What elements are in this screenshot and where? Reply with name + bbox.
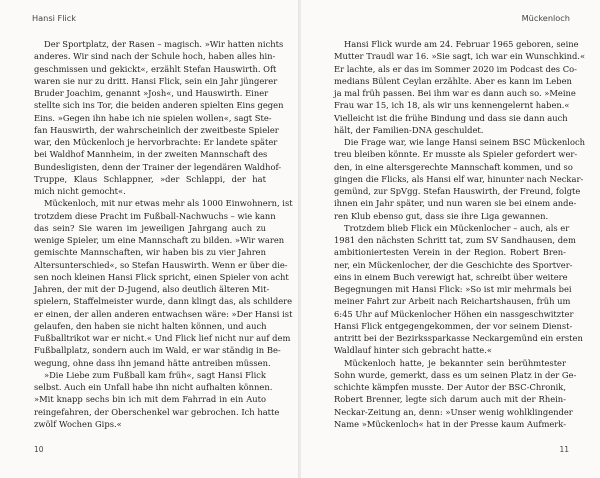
text-line: mich nicht gemocht«.	[34, 186, 126, 196]
text-line: sen noch kleinen Hansi Flick spricht, einen Spieler von acht	[34, 271, 289, 282]
text-line: trotzdem diese Pracht im Fußball-Nachwuchs – wie kann	[34, 210, 276, 221]
text-line: geschmissen und gekickt«, erzählt Stefan Hauswirth. Oft	[34, 63, 277, 74]
text-line: bei Waldhof Mannheim, in der zweiten Mannschaft des	[34, 149, 268, 160]
paragraph	[34, 38, 284, 197]
text-line: Fußballplatz, sondern auch im Wald, er war ständig in Be-	[34, 345, 281, 356]
text-line: wenige Spieler, um eine Mannschaft zu bilden. »Wir waren	[34, 235, 285, 245]
text-line: Truppe, Klaus Schlappner, »der Schlappi, der hat	[34, 173, 266, 184]
text-line: ambitioniertesten Verein in der Region. Robert Bren-	[334, 247, 566, 258]
text-line: schichte kämpfen musste. Der Autor der BSC-Chronik,	[334, 382, 566, 392]
text-line: Name »Mückenloch« hat in der Presse kaum Aufmerk-	[334, 418, 567, 429]
paragraph	[34, 369, 280, 430]
paragraph	[334, 222, 583, 357]
left-page-body	[34, 38, 293, 430]
text-line: Jahren, der mit der D-Jugend, also deutlich älteren Mit-	[34, 284, 270, 294]
paragraph	[34, 197, 293, 369]
text-line: war, den Mückenloch je hervorbrachte: Er landete später	[34, 137, 278, 147]
text-line: Frau war 15, ich 18, als wir uns kennengelernt haben.«	[334, 100, 570, 111]
paragraph	[334, 136, 586, 222]
text-line: gemischte Mannschaften, wir haben bis zu vier Jahren	[34, 247, 266, 258]
text-line: Altersunterschied«, so Stefan Hauswirth. Wenn er über die-	[34, 259, 288, 270]
text-line: er einen, der allen anderen entwachsen wäre: »Der Hansi ist	[34, 308, 293, 319]
text-line: 1981 den nächsten Schritt tat, zum SV Sandhausen, dem	[334, 235, 576, 245]
text-line: antritt bei der Bezirkssparkasse Neckargemünd ein ersten	[334, 333, 583, 343]
running-header-right: Mückenloch	[521, 13, 570, 23]
text-line: Mückenloch hatte, je bekannter sein berühmtester	[344, 357, 566, 368]
text-line: zwölf Wochen Gips.«	[34, 418, 122, 429]
paragraph	[334, 357, 577, 431]
text-line: den, in eine altersgerechte Mannschaft kommen, und so	[334, 161, 573, 172]
text-line: Waldlauf hinter sich gebracht hatte.«	[334, 345, 492, 356]
text-line: Er lachte, als er das im Sommer 2020 im Podcast des Co-	[334, 63, 577, 74]
text-line: »Mit knapp sechs bin ich mit dem Fahrrad in ein Auto	[34, 394, 266, 405]
text-line: Mückenloch, mit nur etwas mehr als 1000 Einwohnern, ist	[44, 198, 293, 209]
text-line: »Die Liebe zum Fußball kam früh«, sagt Hansi Flick	[44, 369, 266, 380]
text-line: hält, der Familien-DNA geschuldet.	[334, 124, 484, 135]
text-line: meiner Fahrt zur Arbeit nach Reichartshausen, früh um	[334, 296, 571, 307]
text-line: anderes. Wir sind nach der Schule hoch, haben alles hin-	[34, 51, 276, 62]
text-line: stellte sich ins Tor, die beiden anderen spielten Eins gegen	[34, 100, 284, 111]
text-line: Hansi Flick wurde am 24. Februar 1965 geboren, seine	[344, 39, 579, 49]
text-line: ihnen ein Jahr später, und nun waren sie bei einem ande-	[334, 198, 577, 209]
page-number-right: 11	[559, 445, 569, 454]
running-header-left: Hansi Flick	[32, 13, 77, 23]
text-line: Fußballtrikot war er nicht.« Und Flick lief nicht nur auf dem	[34, 333, 291, 343]
right-page	[301, 0, 600, 478]
left-page	[0, 0, 299, 478]
text-line: Neckar-Zeitung an, denn: »Unser wenig wohlklingender	[334, 406, 573, 417]
right-page-body	[334, 38, 586, 430]
text-line: Hansi Flick entgegengekommen, der vor seinem Dienst-	[334, 320, 573, 331]
text-line: fan Hauswirth, der wahrscheinlich der zweitbeste Spieler	[34, 124, 279, 135]
text-line: Sohn wurde, gemerkt, dass es um seinen Platz in der Ge-	[334, 369, 577, 380]
text-line: Bruder Joachim, genannt »Josh«, und Hauswirth. Einer	[34, 88, 269, 98]
text-line: Die Frage war, wie lange Hansi seinem BSC Mückenloch	[344, 137, 586, 147]
text-line: ner, ein Mückenlocher, der die Geschichte des Sportver-	[334, 259, 573, 270]
page-number-left: 10	[34, 445, 44, 454]
text-line: Begegnungen mit Hansi Flick: »So ist mir mehrmals bei	[334, 284, 572, 294]
text-line: wegung, ohne dass ihn jemand hätte antreiben müssen.	[34, 357, 271, 368]
text-line: Bundesligisten, denn der Trainer der legendären Waldhof-	[34, 161, 282, 172]
text-line: Eins. »Gegen ihn habe ich nie spielen wollen«, sagt Ste-	[34, 112, 272, 123]
text-line: waren sie nur zu dritt. Hansi Flick, sein ein Jahr jüngerer	[34, 75, 278, 86]
text-line: Mutter Traudl war 16. »Sie sagt, ich war ein Wunschkind.«	[334, 51, 586, 62]
text-line: Vielleicht ist die frühe Bindung und dass sie dann auch	[334, 112, 568, 123]
text-line: ja mal früh passen. Bei ihm war es dann auch so. »Meine	[334, 88, 576, 98]
text-line: Trotzdem blieb Flick ein Mückenlocher – auch, als er	[344, 222, 570, 233]
text-line: reingefahren, der Oberschenkel war gebrochen. Ich hatte	[34, 406, 280, 417]
text-line: spielern, Staffelmeister wurde, dann klingt das, als schildere	[34, 296, 293, 307]
text-line: eins in einem Buch verewigt hat, schreibt über weitere	[334, 271, 568, 282]
paragraph	[334, 38, 586, 136]
text-line: 6:45 Uhr auf Mückenlocher Höhen ein nassgeschwitzter	[334, 308, 574, 319]
text-line: gingen die Flicks, als Hansi elf war, hinunter nach Neckar-	[334, 173, 584, 184]
text-line: treu bleiben könnte. Er musste als Spieler gefordert wer-	[334, 149, 578, 160]
text-line: gemünd, zur SpVgg. Stefan Hauswirth, der Freund, folgte	[334, 186, 581, 196]
text-line: selbst. Auch ein Unfall habe ihn nicht aufhalten können.	[34, 382, 273, 392]
text-line: Robert Brenner, legte sich darum auch mit der Rhein-	[334, 394, 566, 405]
text-line: medians Bülent Ceylan erzählte. Aber es kann im Leben	[334, 75, 572, 86]
text-line: das sein? Sie waren im jeweiligen Jahrgang auch zu	[34, 222, 266, 233]
text-line: gelaufen, den haben sie nicht halten können, und auch	[34, 320, 267, 331]
text-line: Der Sportplatz, der Rasen – magisch. »Wir hatten nichts	[44, 39, 284, 49]
text-line: ren Klub ebenso gut, dass sie ihre Liga gewannen.	[334, 210, 549, 221]
